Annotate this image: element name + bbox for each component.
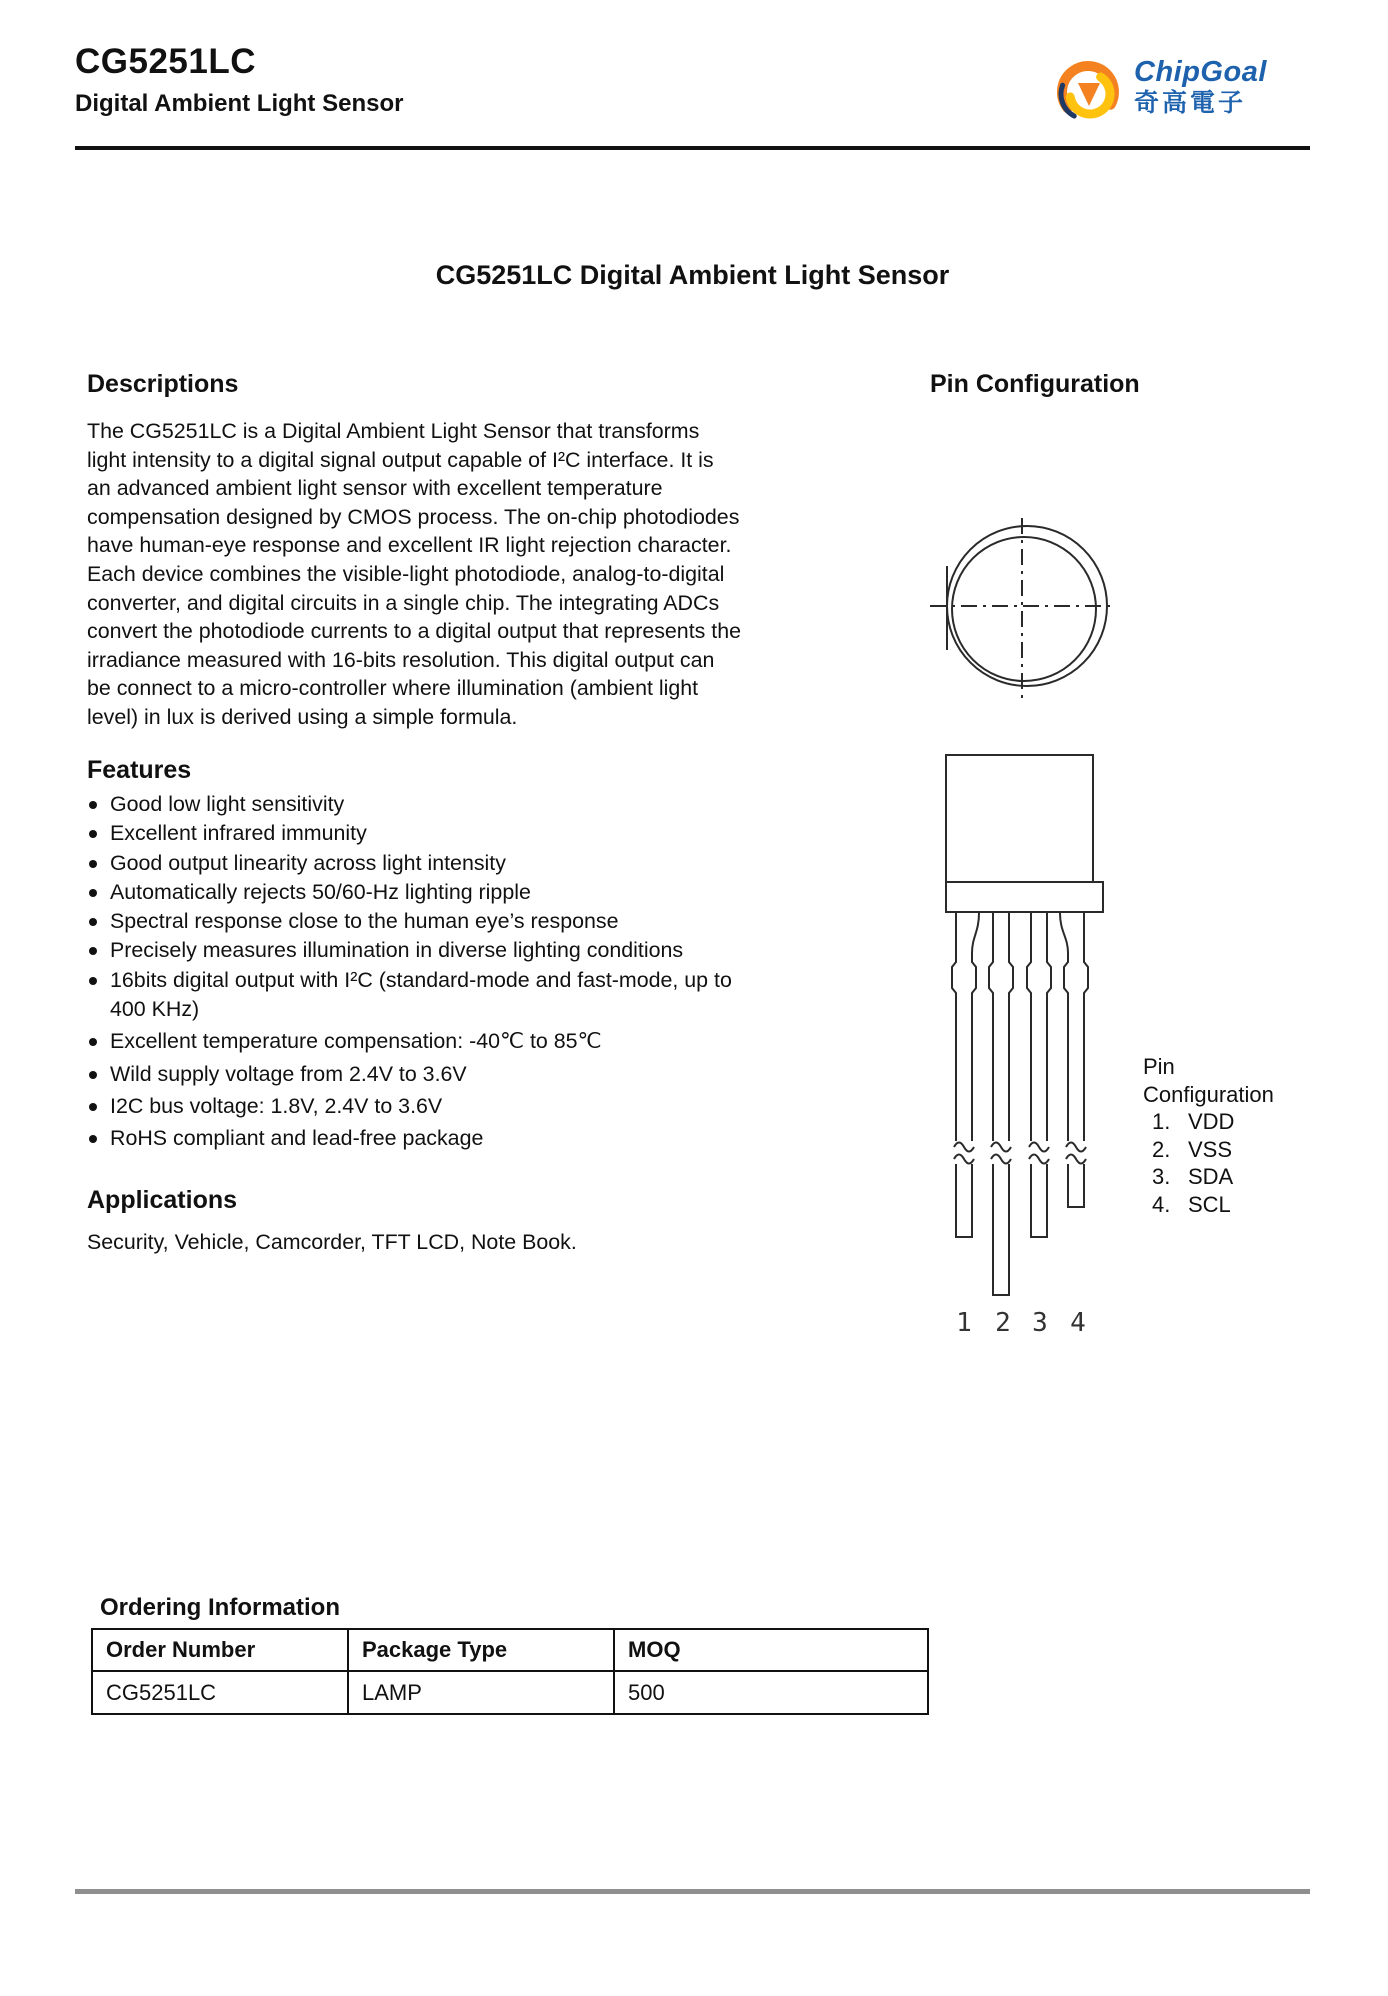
- package-side-view: [946, 755, 1103, 1295]
- feature-item: Automatically rejects 50/60-Hz lighting ripple: [87, 878, 749, 907]
- descriptions-heading: Descriptions: [87, 370, 239, 398]
- package-flange: [946, 882, 1103, 912]
- pin-number: 3.: [1152, 1164, 1171, 1190]
- lead-number-1: 1: [956, 1308, 972, 1338]
- ordering-moq: 500: [614, 1671, 928, 1714]
- feature-item: Good low light sensitivity: [87, 790, 749, 819]
- document-title: CG5251LC Digital Ambient Light Sensor: [435, 260, 950, 290]
- feature-item: Excellent infrared immunity: [87, 819, 749, 848]
- ordering-order-number: CG5251LC: [92, 1671, 348, 1714]
- logo-wordmark: ChipGoal: [1134, 56, 1267, 88]
- feature-item: Excellent temperature compensation: -40℃ to 85℃: [87, 1027, 749, 1056]
- pin-legend-item: [1152, 1108, 1274, 1136]
- logo-text-block: [1134, 58, 1267, 116]
- applications-text: Security, Vehicle, Camcorder, TFT LCD, Note Book.: [87, 1230, 577, 1254]
- feature-item: Spectral response close to the human eye’s response: [87, 907, 749, 936]
- logo-cjk-text: 奇高電子: [1134, 89, 1247, 117]
- pin-name: SDA: [1188, 1164, 1234, 1190]
- part-subtitle: Digital Ambient Light Sensor: [75, 90, 404, 117]
- descriptions-paragraph-2: Each device combines the visible-light photodiode, analog-to-digital converter, and digital circuits in a single chip. The integrating ADCs convert the photodiode currents to a digital output that represents the irradiance measured with 16-bits resolution. This digital output can be connect to a micro-controller where illumination (ambient light level) in lux is derived using a simple formula.: [87, 561, 742, 729]
- feature-item: Good output linearity across light intensity: [87, 849, 749, 878]
- pin-number: 2.: [1152, 1136, 1171, 1162]
- pin-legend-item: [1152, 1136, 1274, 1164]
- pin-legend-item: [1152, 1163, 1274, 1191]
- feature-item: Precisely measures illumination in diverse lighting conditions: [87, 936, 749, 965]
- lead-number-3: 3: [1032, 1308, 1048, 1338]
- pin-number: 4.: [1152, 1191, 1171, 1217]
- chipgoal-logo: [1050, 58, 1267, 131]
- pin-legend-list: [1143, 1108, 1274, 1218]
- lead-numbers: [956, 1308, 1086, 1338]
- pin-name: VSS: [1188, 1136, 1233, 1162]
- applications-heading: Applications: [87, 1186, 238, 1214]
- ordering-col-moq: MOQ: [614, 1629, 928, 1671]
- pin-name: SCL: [1188, 1191, 1231, 1217]
- features-list: [87, 790, 749, 1154]
- feature-item: RoHS compliant and lead-free package: [87, 1124, 749, 1153]
- ordering-header-row: [92, 1629, 928, 1671]
- descriptions-paragraph-1: The CG5251LC is a Digital Ambient Light Sensor that transforms light intensity to a digital signal output capable of I²C interface. It is an advanced ambient light sensor with excellent temperature compensation designed by CMOS process. The on-chip photodiodes have human-eye response and excellent IR light rejection character.: [87, 419, 740, 558]
- package-outline-diagram: [920, 505, 1120, 1340]
- package-top-view: [930, 518, 1112, 700]
- pin-name: VDD: [1188, 1109, 1235, 1135]
- ordering-table: [91, 1628, 929, 1715]
- pin-legend-title-line2: Configuration: [1143, 1081, 1274, 1107]
- pin-legend-item: [1152, 1191, 1274, 1219]
- pin-configuration-legend: [1143, 1053, 1274, 1219]
- package-body: [946, 755, 1093, 882]
- feature-item: I2C bus voltage: 1.8V, 2.4V to 3.6V: [87, 1092, 749, 1121]
- descriptions-body: [87, 417, 743, 732]
- ordering-col-package-type: Package Type: [348, 1629, 614, 1671]
- pin-configuration-heading: Pin Configuration: [930, 370, 1140, 398]
- lead-number-4: 4: [1070, 1308, 1086, 1338]
- features-heading: Features: [87, 756, 192, 784]
- ordering-data-row: [92, 1671, 928, 1714]
- chipgoal-logo-icon: [1050, 58, 1128, 131]
- footer-rule: [75, 1889, 1310, 1894]
- pin-legend-title-line1: Pin: [1143, 1054, 1175, 1079]
- ordering-package-type: LAMP: [348, 1671, 614, 1714]
- header-rule: [75, 146, 1310, 150]
- ordering-heading: Ordering Information: [100, 1594, 340, 1621]
- feature-item: Wild supply voltage from 2.4V to 3.6V: [87, 1060, 749, 1089]
- ordering-col-order-number: Order Number: [92, 1629, 348, 1671]
- lead-number-2: 2: [995, 1308, 1011, 1338]
- feature-item: 16bits digital output with I²C (standard-mode and fast-mode, up to 400 KHz): [87, 966, 749, 1025]
- pin-number: 1.: [1152, 1109, 1171, 1135]
- part-number-title: CG5251LC: [75, 42, 257, 81]
